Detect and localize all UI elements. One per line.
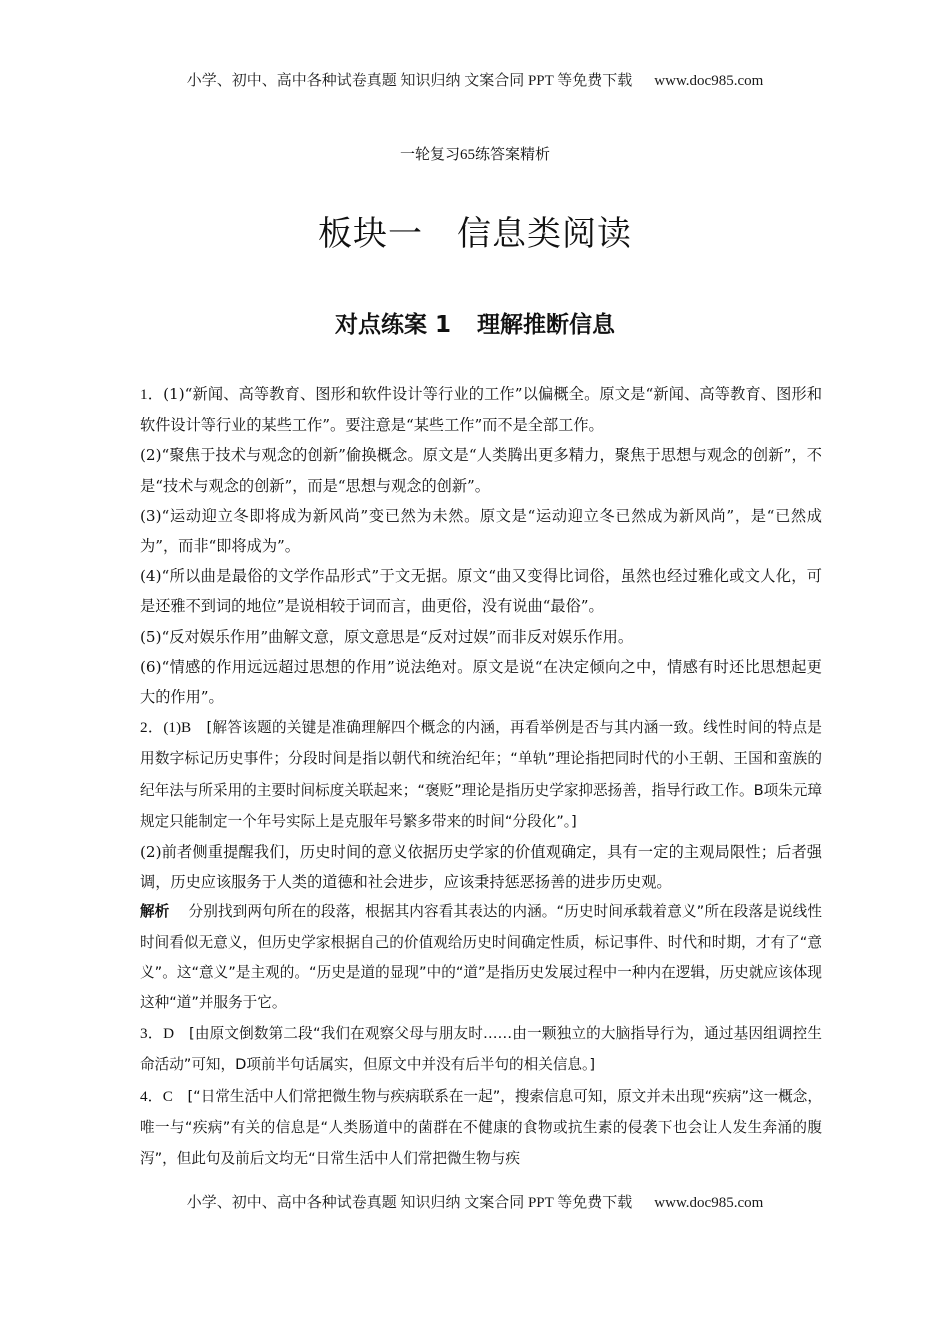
q2-number: 2．: [140, 719, 164, 737]
analysis-label: 解析: [140, 903, 170, 921]
q4-number: 4．: [140, 1087, 163, 1105]
q2-analysis: [140, 897, 822, 1018]
q4-answer: [140, 1081, 822, 1175]
q3-explanation: [由原文倒数第二段“我们在观察父母与朋友时……由一颗独立的大脑指导行为，通过基因组调控生命活动”可知，D项前半句话属实，但原文中并没有后半句的相关信息。]: [140, 1025, 823, 1074]
footer-url-link[interactable]: www.doc985.com: [654, 1195, 764, 1211]
q1-item-1: 1．(1)“新闻、高等教育、图形和软件设计等行业的工作”以偏概全。原文是“新闻、高等教育、图形和软件设计等行业的某些工作”。要注意是“某些工作”而不是全部工作。: [140, 385, 823, 435]
q2-part-1-answer: (1)B: [163, 719, 192, 737]
q1-item-4: (4)“所以曲是最俗的文学作品形式”于文无据。原文“曲又变得比词俗，虽然也经过雅化或文人化，可是还雅不到词的地位”是说相较于词而言，曲更俗，没有说曲“最俗”。: [140, 567, 822, 616]
footer-text: 小学、初中、高中各种试卷真题 知识归纳 文案合同 PPT 等免费下载: [186, 1195, 633, 1211]
header-url-link[interactable]: www.doc985.com: [654, 73, 764, 89]
q4-explanation: [“日常生活中人们常把微生物与疾病联系在一起”，搜索信息可知，原文并未出现“疾病”这一概念，唯一与“疾病”有关的信息是“人类肠道中的菌群在不健康的食物或抗生素的侵袭下也会让人发生奔涌的腹泻”，但此句及前后文均无“日常生活中人们常把微生物与疾: [140, 1087, 823, 1168]
q3-answer: [140, 1018, 822, 1080]
q4-choice: C: [162, 1087, 173, 1105]
q2-part-2: (2)前者侧重提醒我们，历史时间的意义依据历史学家的价值观确定，具有一定的主观局限性；后者强调，历史应该服务于人类的道德和社会进步，应该秉持惩恶扬善的进步历史观。: [140, 843, 822, 892]
page-header: [0, 69, 950, 90]
q1-number: 1．: [140, 386, 164, 403]
document-subtitle: 一轮复习65练答案精析: [399, 147, 550, 163]
title-part-2: 信息类阅读: [457, 214, 632, 254]
header-text: 小学、初中、高中各种试卷真题 知识归纳 文案合同 PPT 等免费下载: [186, 73, 633, 89]
q1-item-6: (6)“情感的作用远远超过思想的作用”说法绝对。原文是说“在决定倾向之中，情感有时还比思想起更大的作用”。: [140, 657, 822, 707]
analysis-text: 分别找到两句所在的段落，根据其内容看其表达的内涵。“历史时间承载着意义”所在段落是说线性时间看似无意义，但历史学家根据自己的价值观给历史时间确定性质，标记事件、时代和时期，才有了“意义”。这“意义”是主观的。“历史是道的显现”中的“道”是指历史发展过程中一种内在逻辑，历史就应该体现这种“道”并服务于它。: [140, 903, 822, 1012]
q3-number: 3．: [140, 1025, 164, 1043]
q1-item-3: (3)“运动迎立冬即将成为新风尚”变已然为未然。原文是“运动迎立冬已然成为新风尚”，是“已然成为”，而非“即将成为”。: [140, 506, 822, 556]
answer-content: [140, 379, 822, 1174]
q3-choice: D: [163, 1025, 175, 1043]
page-footer: [0, 1191, 950, 1212]
q2-part-1-explanation: [解答该题的关键是准确理解四个概念的内涵，再看举例是否与其内涵一致。线性时间的特点是用数字标记历史事件；分段时间是指以朝代和统治纪年；“单轨”理论指把同时代的小王朝、王国和蛮族的纪年法与所采用的主要时间标度关联起来；“褒贬”理论是指历史学家抑恶扬善，指导行政工作。B项朱元璋规定只能制定一个年号实际上是克服年号繁多带来的时间“分段化”。]: [140, 719, 823, 830]
q1-item-5: (5)“反对娱乐作用”曲解文意，原文意思是“反对过娱”而非反对娱乐作用。: [140, 627, 634, 646]
section-title-part-2: 理解推断信息: [477, 312, 615, 338]
q1-item-2: (2)“聚焦于技术与观念的创新”偷换概念。原文是“人类腾出更多精力，聚焦于思想与观念的创新”，不是“技术与观念的创新”，而是“思想与观念的创新”。: [140, 446, 822, 495]
page-title: [0, 206, 950, 255]
section-title-part-1: 对点练案 1: [334, 312, 451, 338]
section-title: [0, 306, 950, 339]
title-part-1: 板块一: [318, 214, 423, 254]
q2-part-1: [140, 712, 822, 837]
